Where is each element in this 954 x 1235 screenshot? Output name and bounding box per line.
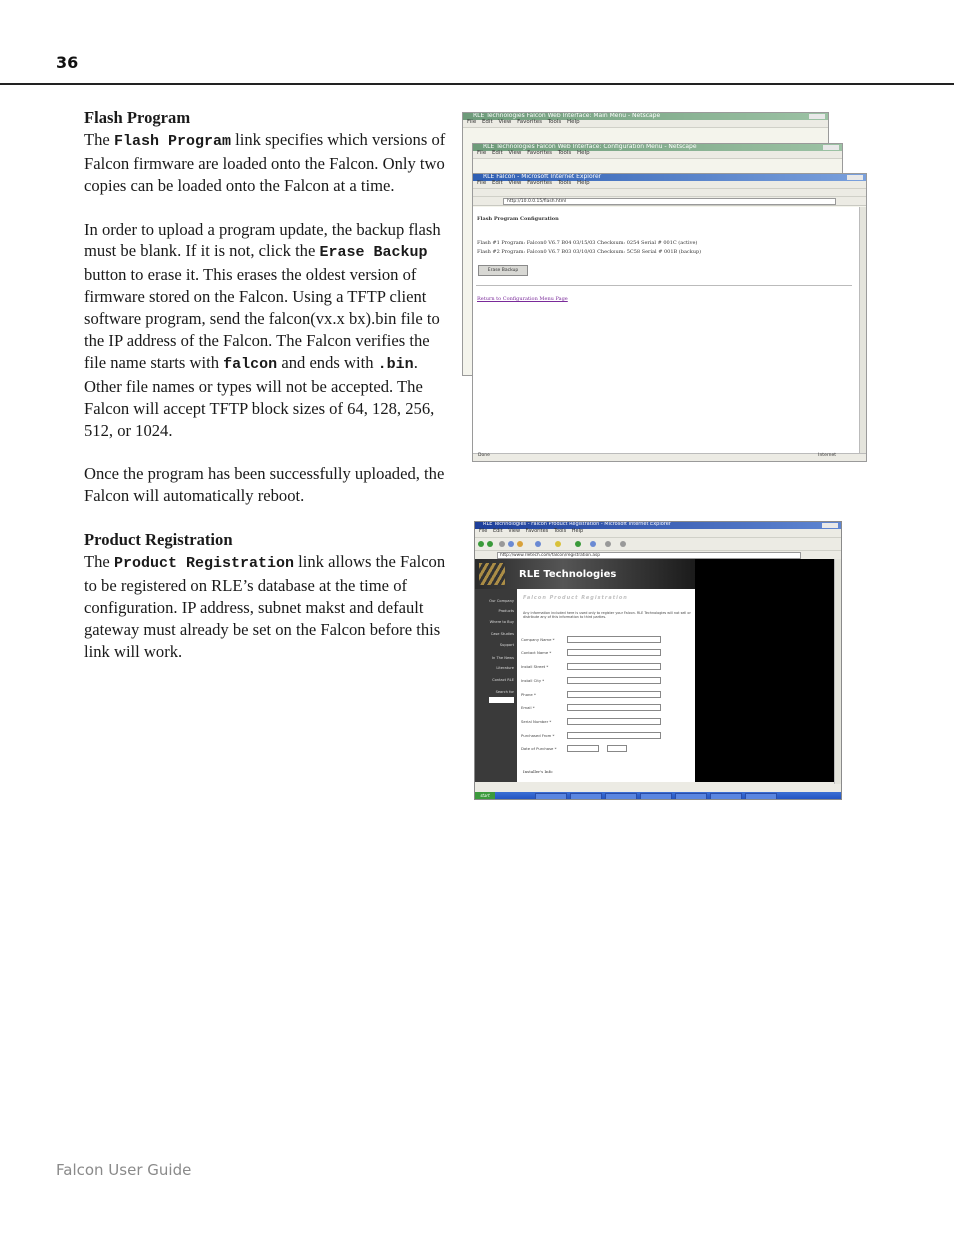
form-row: Date of Purchase * — [521, 745, 691, 754]
home-icon[interactable] — [517, 541, 523, 547]
taskbar-item[interactable] — [675, 793, 707, 800]
text-column — [84, 107, 449, 663]
site-brand: RLE Technologies — [519, 569, 617, 580]
taskbar-item[interactable] — [745, 793, 777, 800]
back-icon[interactable] — [478, 541, 484, 547]
search-box[interactable] — [489, 697, 514, 703]
stop-icon[interactable] — [499, 541, 505, 547]
vertical-scrollbar[interactable] — [834, 559, 841, 784]
month-select[interactable] — [567, 745, 599, 752]
flash-config-heading: Flash Program Configuration — [477, 216, 559, 222]
install-street-field[interactable] — [567, 663, 661, 670]
form-row: Install Street * — [521, 663, 691, 672]
flash-program-paragraph-3: Once the program has been successfully uploaded, the Falcon will automatically reboot. — [84, 464, 445, 506]
page-footer: Falcon User Guide — [56, 1161, 192, 1179]
form-intro: Any information included here is used only to register your Falcon. RLE Technologies will not sell or distribute any of this information to third parties. — [523, 611, 691, 620]
taskbar-item[interactable] — [605, 793, 637, 800]
logo-stripe — [479, 563, 505, 585]
nav-item[interactable]: Literature — [496, 666, 514, 670]
address-bar[interactable]: http://10.0.0.15/flash.html — [503, 198, 836, 205]
code-erase-backup: Erase Backup — [319, 244, 428, 262]
rle-site — [475, 559, 835, 782]
vertical-scrollbar[interactable] — [859, 207, 866, 453]
menu-bar[interactable]: File Edit View Favorites Tools Help — [477, 180, 590, 186]
email-field[interactable] — [567, 704, 661, 711]
year-select[interactable] — [607, 745, 627, 752]
purchased-from-field[interactable] — [567, 732, 661, 739]
phone-field[interactable] — [567, 691, 661, 698]
form-row: Phone * — [521, 691, 691, 700]
netscape-main-menu-window: RLE Technologies Falcon Web Interface: Main Menu - Netscape File Edit View Favorites Tools Help — [462, 112, 829, 376]
company-name-field[interactable] — [567, 636, 661, 643]
taskbar — [475, 792, 841, 799]
status-text: Done — [478, 453, 490, 458]
netscape-config-window: RLE Technologies Falcon Web Interface: Configuration Menu - Netscape File Edit View Favorites Tools Help — [472, 143, 843, 385]
search-icon[interactable] — [535, 541, 541, 547]
nav-item[interactable]: In The News — [491, 656, 514, 660]
taskbar-item[interactable] — [710, 793, 742, 800]
contact-name-field[interactable] — [567, 649, 661, 656]
product-registration-heading: Product Registration — [84, 530, 233, 550]
flash-program-heading: Flash Program — [84, 108, 191, 127]
return-config-link[interactable]: Return to Configuration Menu Page — [477, 296, 568, 302]
header-rule — [0, 83, 954, 85]
nav-item[interactable]: Where to Buy — [489, 620, 514, 624]
serial-number-field[interactable] — [567, 718, 661, 725]
nav-item[interactable]: Support — [499, 643, 514, 647]
erase-backup-button[interactable]: Erase Backup — [478, 265, 528, 276]
window-title: RLE Falcon - Microsoft Internet Explorer — [483, 173, 602, 180]
start-button[interactable]: start — [475, 792, 495, 799]
taskbar-item[interactable] — [535, 793, 567, 800]
favorites-icon[interactable] — [555, 541, 561, 547]
page-number: 36 — [56, 53, 79, 72]
divider — [476, 285, 852, 286]
taskbar-item[interactable] — [640, 793, 672, 800]
refresh-icon[interactable] — [508, 541, 514, 547]
code-flash-program: Flash Program — [113, 132, 231, 150]
toolbar[interactable] — [473, 189, 866, 197]
code-bin: .bin — [377, 355, 414, 373]
ie-flash-window — [472, 173, 867, 462]
mail-icon[interactable] — [605, 541, 611, 547]
toolbar[interactable] — [475, 538, 841, 551]
flash2-line: Flash #2 Program: Falcon0 V6.7 B03 03/10/03 Checksum: 5C58 Serial # 001B (backup) — [477, 249, 702, 255]
flash-program-paragraph-2: In order to upload a program update, the backup flash must be blank. If it is not, click the Erase Backup button to erase it. This erases the oldest version of firmware stored on the Falcon. Using a TFTP client software program, send the falcon(vx.x bx).bin file to the IP address of the Falcon. The Falcon verifies the file name starts with falcon and ends with .bin. Other file names or types will not be accepted. The Falcon will accept TFTP block sizes of 64, 128, 256, 512, or 1024. — [84, 219, 441, 440]
form-row: Contact Name * — [521, 649, 691, 658]
taskbar-item[interactable] — [570, 793, 602, 800]
product-registration-screenshot — [474, 521, 842, 800]
menu-bar[interactable]: File Edit View Favorites Tools Help — [479, 528, 584, 534]
nav-item[interactable]: Contact RLE — [492, 678, 514, 682]
nav-item[interactable]: Products — [498, 609, 514, 613]
flash-program-paragraph-1: The Flash Program link specifies which versions of Falcon firmware are loaded onto the Falcon. Only two copies can be loaded onto the Falcon at a time. — [84, 129, 446, 195]
form-row: Purchased From * — [521, 732, 691, 741]
nav-item[interactable]: Search for — [495, 690, 514, 694]
forward-icon[interactable] — [487, 541, 493, 547]
page-content — [473, 207, 860, 453]
site-nav — [475, 589, 517, 782]
flash1-line: Flash #1 Program: Falcon0 V6.7 B04 03/15/03 Checksum: 0254 Serial # 001C (active) — [477, 240, 698, 246]
status-zone: Internet — [818, 453, 836, 458]
code-falcon: falcon — [223, 355, 278, 373]
nav-item[interactable]: Case Studies — [490, 632, 514, 636]
address-bar[interactable]: http://www.rletech.com/falcon/registration.asp — [497, 552, 801, 559]
form-row: Email * — [521, 704, 691, 713]
installer-info-label: Installer's Info — [523, 769, 553, 774]
flash-program-screenshot — [462, 112, 867, 462]
form-row: Serial Number * — [521, 718, 691, 727]
form-row: Install City * — [521, 677, 691, 686]
window-title: RLE Technologies - Falcon Product Registration - Microsoft Internet Explorer — [483, 521, 671, 527]
install-city-field[interactable] — [567, 677, 661, 684]
nav-item[interactable]: Our Company — [489, 599, 514, 603]
registration-form — [517, 589, 695, 782]
media-icon[interactable] — [575, 541, 581, 547]
product-registration-paragraph: The Product Registration link allows the Falcon to be registered on RLE’s database at the time of configuration. IP address, subnet makst and default gateway must already be set on the Falcon before this link will work. — [84, 552, 446, 661]
print-icon[interactable] — [620, 541, 626, 547]
history-icon[interactable] — [590, 541, 596, 547]
form-heading: Falcon Product Registration — [523, 595, 628, 601]
form-row: Company Name * — [521, 636, 691, 645]
code-product-registration: Product Registration — [113, 555, 294, 573]
